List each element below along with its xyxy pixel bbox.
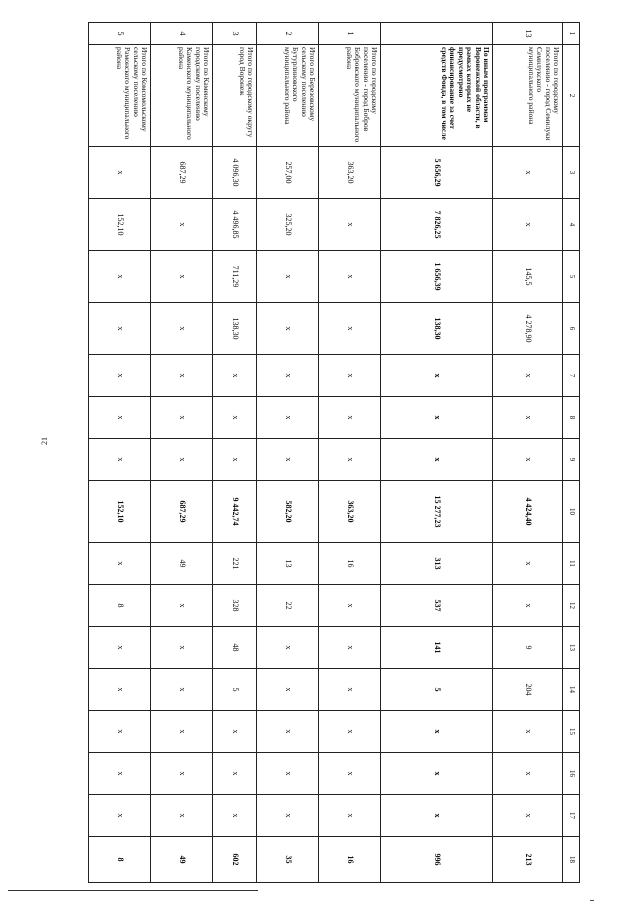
- table-cell: х: [89, 795, 151, 837]
- table-cell: 4 424,40: [493, 481, 563, 543]
- table-cell: 687,29: [151, 481, 213, 543]
- table-cell: 221: [213, 543, 257, 585]
- table-cell: х: [257, 251, 319, 303]
- table-cell: х: [151, 795, 213, 837]
- table-cell: 5: [213, 669, 257, 711]
- table-cell: х: [319, 627, 381, 669]
- table-cell: х: [493, 397, 563, 439]
- table-cell: х: [319, 585, 381, 627]
- table-cell: 4 496,85: [213, 199, 257, 251]
- column-number: 5: [563, 251, 580, 303]
- table-row: [319, 23, 381, 883]
- column-number: 15: [563, 711, 580, 753]
- table-cell: 4: [151, 23, 213, 45]
- column-number: 10: [563, 481, 580, 543]
- table-cell: 313: [381, 543, 493, 585]
- table-cell: х: [151, 627, 213, 669]
- table-cell: х: [493, 753, 563, 795]
- table-cell: х: [493, 585, 563, 627]
- table-cell: х: [381, 753, 493, 795]
- table-cell: [381, 23, 493, 45]
- table-cell: 22: [257, 585, 319, 627]
- table-cell: 687,29: [151, 147, 213, 199]
- table-cell: х: [151, 711, 213, 753]
- table-cell: х: [151, 397, 213, 439]
- table-cell: 145,5: [493, 251, 563, 303]
- table-row: [89, 23, 151, 883]
- column-number: 14: [563, 669, 580, 711]
- row-name-cell: Итого по Комсомольскому сельскому поселению Рамонского муниципального района: [89, 45, 151, 147]
- table-cell: 2: [257, 23, 319, 45]
- table-cell: х: [257, 753, 319, 795]
- table-cell: 8: [89, 837, 151, 883]
- rotated-table-container: [100, 22, 580, 882]
- table-cell: 48: [213, 627, 257, 669]
- table-cell: х: [381, 439, 493, 481]
- table-cell: 16: [319, 543, 381, 585]
- table-cell: 35: [257, 837, 319, 883]
- table-cell: 204: [493, 669, 563, 711]
- column-number: 13: [563, 627, 580, 669]
- table-cell: х: [319, 397, 381, 439]
- table-cell: х: [319, 711, 381, 753]
- row-name-cell: Итого по Березовскому сельскому поселению Бутурлиновского муниципального района: [257, 45, 319, 147]
- table-cell: х: [151, 355, 213, 397]
- table-cell: х: [89, 147, 151, 199]
- table-cell: 9: [493, 627, 563, 669]
- table-cell: 5 656,29: [381, 147, 493, 199]
- column-number: 4: [563, 199, 580, 251]
- table-row: [493, 23, 563, 883]
- table-cell: х: [381, 397, 493, 439]
- table-cell: х: [151, 753, 213, 795]
- table-cell: 13: [257, 543, 319, 585]
- table-cell: х: [213, 711, 257, 753]
- column-number: 16: [563, 753, 580, 795]
- column-number: 2: [563, 45, 580, 147]
- table-cell: х: [213, 795, 257, 837]
- row-name-cell: Итого по городскому округу город Воронеж: [213, 45, 257, 147]
- table-row: [381, 23, 493, 883]
- footer-rule: [8, 890, 258, 891]
- table-row: [257, 23, 319, 883]
- row-name-cell: Итого по городскому поселению - город Семилуки Семилукского муниципального района: [493, 45, 563, 147]
- table-cell: х: [89, 439, 151, 481]
- table-cell: 537: [381, 585, 493, 627]
- table-cell: х: [151, 251, 213, 303]
- table-cell: 138,30: [381, 303, 493, 355]
- table-cell: 9 442,74: [213, 481, 257, 543]
- row-name-cell: По иным программам Воронежской области, в рамках которых не предусмотрено финансирование за счет средств Фонда, в том числе: [381, 45, 493, 147]
- table-cell: х: [257, 439, 319, 481]
- table-cell: х: [319, 251, 381, 303]
- program-table: [88, 22, 580, 883]
- table-cell: х: [213, 753, 257, 795]
- table-cell: 602: [213, 837, 257, 883]
- table-cell: 152,10: [89, 199, 151, 251]
- column-number: 6: [563, 303, 580, 355]
- table-cell: х: [319, 795, 381, 837]
- column-number: 1: [563, 23, 580, 45]
- table-cell: х: [151, 303, 213, 355]
- table-cell: 582,20: [257, 481, 319, 543]
- table-cell: х: [319, 669, 381, 711]
- table-cell: х: [151, 585, 213, 627]
- table-cell: х: [89, 355, 151, 397]
- table-cell: х: [493, 543, 563, 585]
- table-cell: 1: [319, 23, 381, 45]
- table-cell: х: [493, 199, 563, 251]
- table-cell: 711,29: [213, 251, 257, 303]
- table-cell: 5: [89, 23, 151, 45]
- table-cell: 8: [89, 585, 151, 627]
- table-cell: 152,10: [89, 481, 151, 543]
- table-cell: х: [319, 439, 381, 481]
- table-cell: 996: [381, 837, 493, 883]
- table-cell: х: [319, 753, 381, 795]
- table-cell: х: [89, 711, 151, 753]
- table-cell: х: [89, 753, 151, 795]
- table-cell: 4 096,30: [213, 147, 257, 199]
- column-number: 18: [563, 837, 580, 883]
- table-cell: х: [257, 355, 319, 397]
- table-cell: х: [89, 543, 151, 585]
- table-cell: 138,30: [213, 303, 257, 355]
- table-cell: х: [381, 711, 493, 753]
- table-cell: х: [493, 439, 563, 481]
- table-cell: х: [151, 199, 213, 251]
- column-number: 17: [563, 795, 580, 837]
- table-cell: х: [151, 439, 213, 481]
- table-cell: 141: [381, 627, 493, 669]
- table-cell: х: [213, 355, 257, 397]
- table-cell: х: [257, 397, 319, 439]
- table-cell: 5: [381, 669, 493, 711]
- column-number: 11: [563, 543, 580, 585]
- table-cell: х: [493, 147, 563, 199]
- table-cell: х: [319, 199, 381, 251]
- table-cell: х: [257, 669, 319, 711]
- table-cell: х: [257, 627, 319, 669]
- table-cell: 257,00: [257, 147, 319, 199]
- table-cell: х: [381, 795, 493, 837]
- table-cell: 49: [151, 837, 213, 883]
- column-number: 7: [563, 355, 580, 397]
- page-number: 21: [40, 437, 49, 445]
- column-number: 3: [563, 147, 580, 199]
- table-cell: х: [151, 669, 213, 711]
- row-name-cell: Итого по городскому поселению - город Бобров Бобровского муниципального района: [319, 45, 381, 147]
- table-header-row: [563, 23, 580, 883]
- table-cell: 1 656,39: [381, 251, 493, 303]
- table-cell: х: [213, 397, 257, 439]
- table-cell: х: [89, 669, 151, 711]
- column-number: 12: [563, 585, 580, 627]
- table-cell: 325,20: [257, 199, 319, 251]
- column-number: 8: [563, 397, 580, 439]
- table-cell: х: [89, 397, 151, 439]
- table-cell: х: [257, 711, 319, 753]
- column-number: 9: [563, 439, 580, 481]
- table-cell: 3: [213, 23, 257, 45]
- table-cell: 4 278,90: [493, 303, 563, 355]
- table-cell: 16: [319, 837, 381, 883]
- table-cell: 7 826,25: [381, 199, 493, 251]
- table-cell: х: [493, 795, 563, 837]
- table-cell: х: [89, 303, 151, 355]
- table-cell: 13: [493, 23, 563, 45]
- table-cell: х: [319, 303, 381, 355]
- table-cell: 49: [151, 543, 213, 585]
- table-cell: х: [257, 303, 319, 355]
- table-cell: х: [257, 795, 319, 837]
- table-cell: х: [493, 711, 563, 753]
- footer-tick: [590, 900, 594, 901]
- table-cell: 328: [213, 585, 257, 627]
- table-cell: 363,20: [319, 481, 381, 543]
- table-cell: х: [381, 355, 493, 397]
- table-cell: х: [89, 251, 151, 303]
- table-row: [213, 23, 257, 883]
- table-cell: х: [493, 355, 563, 397]
- table-cell: 213: [493, 837, 563, 883]
- table-cell: 363,20: [319, 147, 381, 199]
- table-cell: 15 277,23: [381, 481, 493, 543]
- table-cell: х: [319, 355, 381, 397]
- table-cell: х: [89, 627, 151, 669]
- table-row: [151, 23, 213, 883]
- table-cell: х: [213, 439, 257, 481]
- row-name-cell: Итого по Каменскому городскому поселению Каменского муниципального района: [151, 45, 213, 147]
